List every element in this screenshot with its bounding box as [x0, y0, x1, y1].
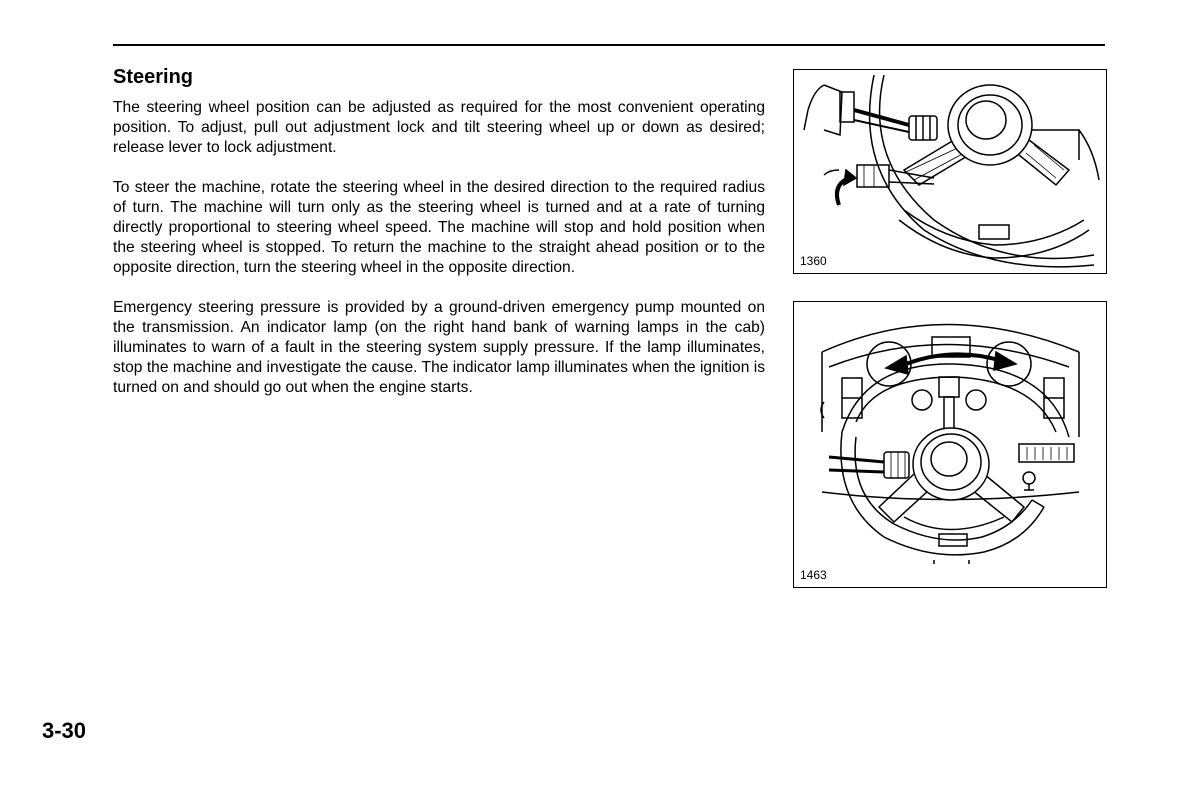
figure-steering-tilt [793, 69, 1107, 274]
steering-wheel-front-illustration [794, 302, 1106, 587]
paragraph-steering-operation: To steer the machine, rotate the steering wheel in the desired direction to the required radius of turn. The machine will turn only as the steering wheel is turned and at a rate of turning directly proportional to steering wheel speed. The machine will stop and hold position when the steering wheel is stopped. To return the machine to the straight ahead position or to the opposite direction, turn the steering wheel in the opposite direction. [113, 179, 765, 276]
body-text [113, 98, 765, 418]
figure-label-1463: 1463 [800, 568, 827, 582]
figure-steering-wheel-front [793, 301, 1107, 588]
page-number: 3-30 [42, 718, 87, 743]
section-title: Steering [113, 66, 194, 88]
figure-label-1360: 1360 [800, 254, 827, 268]
paragraph-adjustment: The steering wheel position can be adjusted as required for the most convenient operating position. To adjust, pull out adjustment lock and tilt steering wheel up or down as desired; release lever to lock adjustment. [113, 99, 765, 156]
steering-tilt-illustration [794, 70, 1106, 273]
header-rule [113, 44, 1105, 46]
paragraph-emergency-steering: Emergency steering pressure is provided by a ground-driven emergency pump mounted on the transmission. An indicator lamp (on the right hand bank of warning lamps in the cab) illuminates to warn of a fault in the steering system supply pressure. If the lamp illuminates, stop the machine and investigate the cause. The indicator lamp illuminates when the ignition is turned on and should go out when the engine starts. [113, 299, 765, 396]
